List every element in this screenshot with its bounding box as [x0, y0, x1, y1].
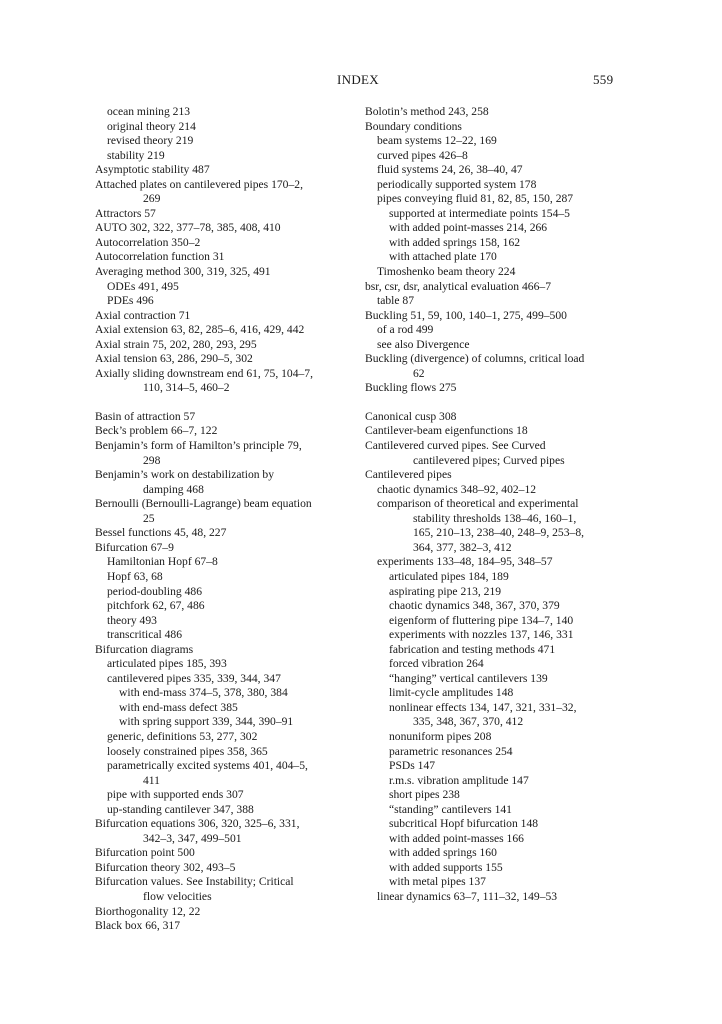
index-entry	[365, 381, 650, 396]
entry-text: fabrication and testing methods 471	[389, 642, 556, 656]
entry-text: Autocorrelation function 31	[95, 250, 225, 264]
index-subentry	[365, 643, 650, 658]
entry-text: ODEs 491, 495	[107, 279, 179, 293]
entry-text: pipes conveying fluid 81, 82, 85, 150, 287	[377, 192, 574, 206]
index-subentry	[365, 265, 650, 280]
section-gap	[95, 396, 357, 410]
entry-text: Axial strain 75, 202, 280, 293, 295	[95, 337, 257, 351]
entry-text: Bifurcation values. See Instability; Critical	[95, 875, 294, 889]
index-entry	[365, 309, 650, 324]
index-subentry	[365, 759, 650, 774]
index-subentry	[95, 280, 357, 295]
entry-text: with added springs 160	[389, 846, 497, 860]
entry-text: Axial tension 63, 286, 290–5, 302	[95, 352, 253, 366]
entry-text: Attractors 57	[95, 206, 156, 220]
index-entry	[365, 439, 650, 468]
entry-text: Boundary conditions	[365, 119, 462, 133]
entry-text: Bifurcation 67–9	[95, 540, 174, 554]
index-subentry	[95, 585, 357, 600]
index-subentry	[365, 541, 650, 556]
index-subentry	[365, 701, 650, 730]
index-subentry	[365, 207, 650, 222]
index-entry	[95, 367, 357, 396]
entry-text: Axial contraction 71	[95, 308, 191, 322]
index-subentry	[365, 250, 650, 265]
index-subentry	[365, 555, 650, 570]
entry-text: Bifurcation diagrams	[95, 642, 194, 656]
entry-text: stability 219	[107, 148, 165, 162]
index-entry	[95, 861, 357, 876]
entry-text: Axial extension 63, 82, 285–6, 416, 429, 442	[95, 323, 305, 337]
entry-text: chaotic dynamics 348, 367, 370, 379	[389, 599, 560, 613]
index-subentry	[365, 294, 650, 309]
index-entry	[95, 338, 357, 353]
index-subentry	[365, 832, 650, 847]
entry-continuation: 411	[143, 773, 160, 787]
running-head	[0, 72, 722, 90]
index-entry	[95, 497, 357, 526]
entry-text: Cantilever-beam eigenfunctions 18	[365, 424, 528, 438]
entry-continuation: 110, 314–5, 460–2	[143, 381, 230, 395]
entry-text: revised theory 219	[107, 134, 194, 148]
index-subentry	[95, 701, 357, 716]
index-subentry	[365, 338, 650, 353]
index-subentry	[365, 163, 650, 178]
index-subentry	[95, 599, 357, 614]
entry-text: 165, 210–13, 238–40, 248–9, 253–8,	[413, 526, 585, 540]
index-entry	[95, 265, 357, 280]
entry-text: Basin of attraction 57	[95, 409, 196, 423]
page-title: INDEX	[337, 72, 379, 87]
entry-text: parametrically excited systems 401, 404–5,	[107, 759, 308, 773]
index-entry	[95, 919, 357, 934]
entry-text: limit-cycle amplitudes 148	[389, 686, 514, 700]
index-subentry	[365, 875, 650, 890]
entry-continuation: 25	[143, 511, 155, 525]
entry-text: Buckling 51, 59, 100, 140–1, 275, 499–500	[365, 308, 567, 322]
index-subentry	[365, 745, 650, 760]
index-subentry	[365, 221, 650, 236]
entry-text: AUTO 302, 322, 377–78, 385, 408, 410	[95, 221, 281, 235]
index-subentry	[365, 149, 650, 164]
index-subentry	[365, 846, 650, 861]
index-entry	[365, 410, 650, 425]
index-subentry	[365, 628, 650, 643]
entry-text: Attached plates on cantilevered pipes 170–2,	[95, 177, 303, 191]
entry-text: Buckling flows 275	[365, 381, 457, 395]
entry-text: Bifurcation theory 302, 493–5	[95, 860, 236, 874]
entry-text: Bolotin’s method 243, 258	[365, 105, 489, 118]
index-subentry	[365, 657, 650, 672]
entry-text: eigenform of fluttering pipe 134–7, 140	[389, 613, 574, 627]
entry-text: Buckling (divergence) of columns, critical load	[365, 352, 585, 366]
entry-text: pipe with supported ends 307	[107, 788, 244, 802]
index-subentry	[365, 774, 650, 789]
index-entry	[95, 424, 357, 439]
entry-text: with added point-masses 214, 266	[389, 221, 548, 235]
entry-text: experiments with nozzles 137, 146, 331	[389, 628, 574, 642]
entry-text: subcritical Hopf bifurcation 148	[389, 817, 539, 831]
index-entry	[95, 221, 357, 236]
index-entry	[95, 250, 357, 265]
index-subentry	[95, 730, 357, 745]
index-entry	[95, 643, 357, 658]
index-entry	[95, 526, 357, 541]
index-entry	[95, 410, 357, 425]
entry-text: Bernoulli (Bernoulli-Lagrange) beam equation	[95, 497, 312, 511]
entry-text: Hamiltonian Hopf 67–8	[107, 555, 218, 569]
section-gap	[365, 396, 650, 410]
index-column-right	[365, 105, 650, 905]
entry-text: Bifurcation equations 306, 320, 325–6, 331,	[95, 817, 300, 831]
entry-text: Cantilevered pipes	[365, 468, 452, 482]
entry-text: PDEs 496	[107, 294, 154, 308]
entry-text: “hanging” vertical cantilevers 139	[389, 671, 548, 685]
entry-text: table 87	[377, 294, 415, 308]
index-entry	[95, 207, 357, 222]
index-subentry	[95, 686, 357, 701]
index-subentry	[365, 890, 650, 905]
index-subentry	[95, 788, 357, 803]
index-subentry	[365, 730, 650, 745]
index-subentry	[95, 570, 357, 585]
entry-text: Averaging method 300, 319, 325, 491	[95, 265, 271, 279]
index-entry	[95, 541, 357, 556]
entry-text: with added springs 158, 162	[389, 235, 521, 249]
entry-text: articulated pipes 185, 393	[107, 657, 227, 671]
index-subentry	[365, 803, 650, 818]
entry-continuation: stability thresholds 138–46, 160–1,	[413, 511, 577, 525]
index-entry	[95, 309, 357, 324]
entry-continuation: flow velocities	[143, 889, 212, 903]
entry-text: Beck’s problem 66–7, 122	[95, 424, 218, 438]
entry-continuation: 298	[143, 453, 161, 467]
entry-text: with end-mass defect 385	[119, 700, 238, 714]
index-subentry	[95, 672, 357, 687]
index-entry	[95, 875, 357, 904]
entry-text: pitchfork 62, 67, 486	[107, 599, 205, 613]
index-entry	[95, 236, 357, 251]
index-subentry	[365, 178, 650, 193]
entry-text: transcritical 486	[107, 628, 183, 642]
entry-text: 364, 377, 382–3, 412	[413, 540, 512, 554]
entry-text: Bifurcation point 500	[95, 846, 195, 860]
entry-text: Cantilevered curved pipes. See Curved	[365, 439, 546, 453]
index-subentry	[365, 817, 650, 832]
entry-text: up-standing cantilever 347, 388	[107, 802, 254, 816]
index-subentry	[95, 105, 357, 120]
entry-text: period-doubling 486	[107, 584, 202, 598]
index-subentry	[365, 323, 650, 338]
index-subentry	[365, 686, 650, 701]
index-entry	[95, 178, 357, 207]
index-subentry	[365, 526, 650, 541]
entry-text: “standing” cantilevers 141	[389, 802, 512, 816]
entry-text: nonlinear effects 134, 147, 321, 331–32,	[389, 700, 577, 714]
index-subentry	[95, 120, 357, 135]
entry-text: Biorthogonality 12, 22	[95, 904, 201, 918]
entry-text: ocean mining 213	[107, 105, 191, 118]
entry-text: of a rod 499	[377, 323, 434, 337]
entry-text: original theory 214	[107, 119, 196, 133]
index-entry	[95, 846, 357, 861]
entry-text: fluid systems 24, 26, 38–40, 47	[377, 163, 523, 177]
entry-text: articulated pipes 184, 189	[389, 569, 509, 583]
entry-text: Axially sliding downstream end 61, 75, 104–7,	[95, 366, 314, 380]
entry-text: PSDs 147	[389, 759, 436, 773]
entry-text: forced vibration 264	[389, 657, 484, 671]
index-entry	[365, 424, 650, 439]
entry-text: with metal pipes 137	[389, 875, 486, 889]
entry-text: see also Divergence	[377, 337, 470, 351]
index-subentry	[365, 861, 650, 876]
entry-text: Hopf 63, 68	[107, 569, 163, 583]
index-entry	[95, 468, 357, 497]
entry-text: theory 493	[107, 613, 157, 627]
entry-continuation: cantilevered pipes; Curved pipes	[413, 453, 565, 467]
entry-text: nonuniform pipes 208	[389, 729, 492, 743]
entry-continuation: 62	[413, 366, 425, 380]
entry-text: experiments 133–48, 184–95, 348–57	[377, 555, 553, 569]
entry-text: linear dynamics 63–7, 111–32, 149–53	[377, 889, 558, 903]
index-subentry	[95, 294, 357, 309]
index-subentry	[365, 599, 650, 614]
index-subentry	[95, 657, 357, 672]
entry-text: with spring support 339, 344, 390–91	[119, 715, 294, 729]
entry-text: beam systems 12–22, 169	[377, 134, 497, 148]
index-entry	[95, 905, 357, 920]
index-subentry	[365, 570, 650, 585]
entry-text: parametric resonances 254	[389, 744, 513, 758]
index-subentry	[365, 236, 650, 251]
index-subentry	[95, 134, 357, 149]
entry-text: curved pipes 426–8	[377, 148, 468, 162]
index-subentry	[95, 759, 357, 788]
entry-text: comparison of theoretical and experimental	[377, 497, 579, 511]
index-subentry	[365, 672, 650, 687]
entry-text: bsr, csr, dsr, analytical evaluation 466–7	[365, 279, 551, 293]
entry-text: Timoshenko beam theory 224	[377, 265, 516, 279]
index-entry	[365, 352, 650, 381]
index-subentry	[365, 134, 650, 149]
entry-text: with end-mass 374–5, 378, 380, 384	[119, 686, 288, 700]
entry-text: short pipes 238	[389, 788, 460, 802]
index-subentry	[365, 192, 650, 207]
index-entry	[365, 105, 650, 120]
index-subentry	[95, 628, 357, 643]
entry-text: Benjamin’s work on destabilization by	[95, 468, 275, 482]
entry-continuation: 269	[143, 192, 161, 206]
entry-text: Asymptotic stability 487	[95, 163, 210, 177]
index-subentry	[95, 149, 357, 164]
entry-text: with attached plate 170	[389, 250, 497, 264]
index-entry	[95, 323, 357, 338]
entry-text: with added point-masses 166	[389, 831, 524, 845]
entry-text: chaotic dynamics 348–92, 402–12	[377, 482, 537, 496]
entry-continuation: 342–3, 347, 499–501	[143, 831, 242, 845]
entry-text: supported at intermediate points 154–5	[389, 206, 570, 220]
index-subentry	[95, 803, 357, 818]
entry-text: r.m.s. vibration amplitude 147	[389, 773, 529, 787]
entry-continuation: damping 468	[143, 482, 204, 496]
page-number: 559	[593, 72, 614, 87]
entry-continuation: 335, 348, 367, 370, 412	[413, 715, 524, 729]
entry-text: Black box 66, 317	[95, 919, 181, 933]
entry-text: Bessel functions 45, 48, 227	[95, 526, 227, 540]
index-entry	[365, 120, 650, 135]
index-entry	[365, 280, 650, 295]
index-subentry	[365, 614, 650, 629]
index-subentry	[365, 585, 650, 600]
index-entry	[95, 817, 357, 846]
index-subentry	[95, 715, 357, 730]
entry-text: generic, definitions 53, 277, 302	[107, 729, 258, 743]
index-entry	[95, 163, 357, 178]
entry-text: periodically supported system 178	[377, 177, 537, 191]
entry-text: loosely constrained pipes 358, 365	[107, 744, 268, 758]
index-entry	[95, 439, 357, 468]
index-entry	[95, 352, 357, 367]
index-subentry	[365, 483, 650, 498]
index-subentry	[95, 555, 357, 570]
index-subentry	[365, 497, 650, 526]
entry-text: Autocorrelation 350–2	[95, 235, 201, 249]
entry-text: aspirating pipe 213, 219	[389, 584, 502, 598]
entry-text: with added supports 155	[389, 860, 503, 874]
entry-text: Canonical cusp 308	[365, 409, 457, 423]
index-subentry	[95, 614, 357, 629]
index-subentry	[365, 788, 650, 803]
index-subentry	[95, 745, 357, 760]
entry-text: cantilevered pipes 335, 339, 344, 347	[107, 671, 281, 685]
index-entry	[365, 468, 650, 483]
entry-text: Benjamin’s form of Hamilton’s principle 79,	[95, 439, 302, 453]
index-column-left	[95, 105, 357, 934]
